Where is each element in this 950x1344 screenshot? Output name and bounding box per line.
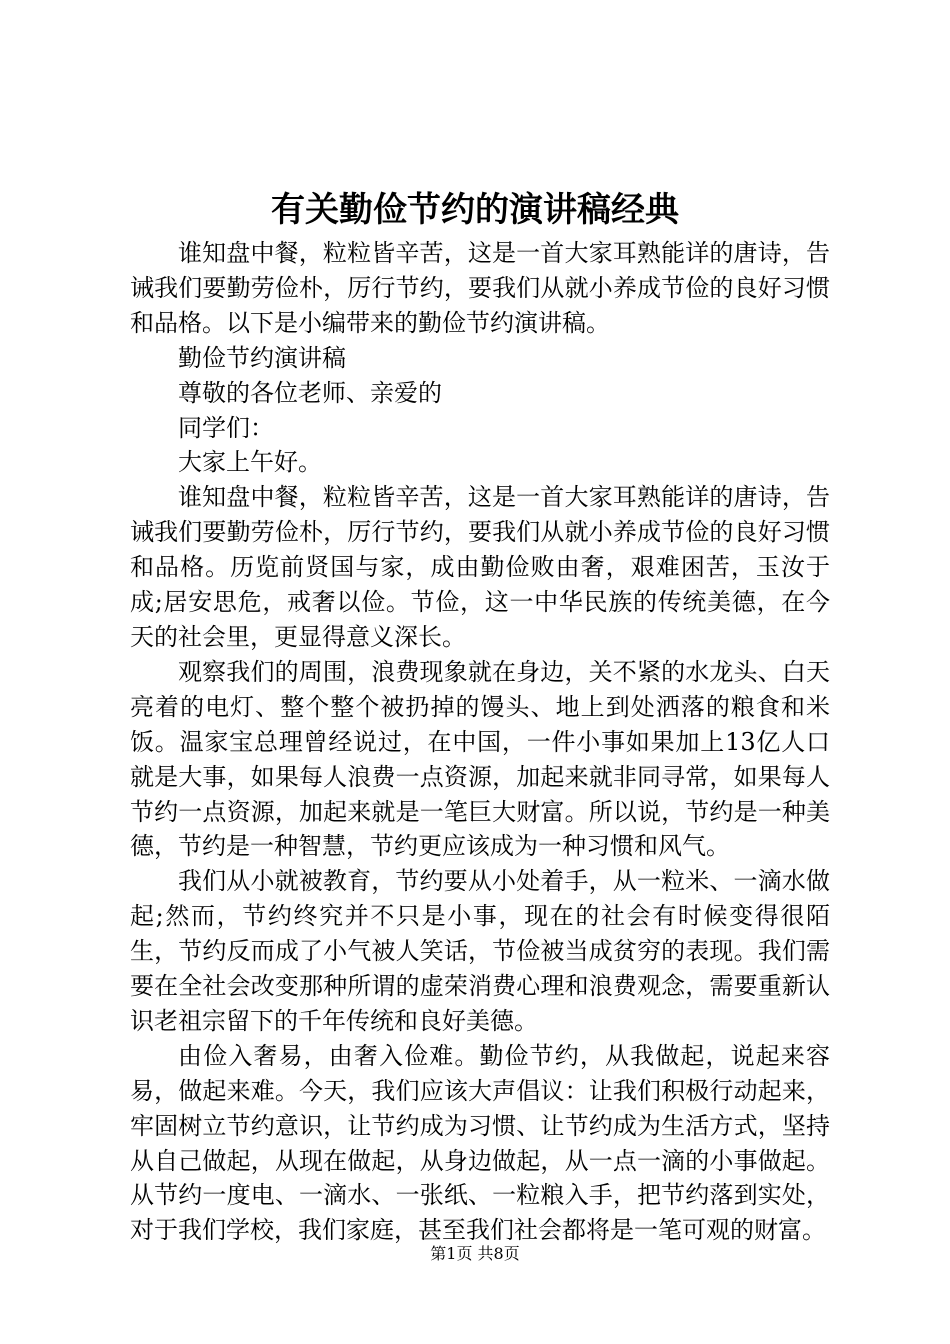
paragraph: 谁知盘中餐，粒粒皆辛苦，这是一首大家耳熟能详的唐诗，告诫我们要勤劳俭朴，厉行节约，要我们从就小养成节俭的良好习惯和品格。历览前贤国与家，成由勤俭败由奢，艰难困苦，玉汝于成;居安思危，戒奢以俭。节俭，这一中华民族的传统美德，在今天的社会里，更显得意义深长。 — [130, 483, 830, 651]
paragraph: 由俭入奢易，由奢入俭难。勤俭节约，从我做起，说起来容易，做起来难。今天，我们应该大声倡议：让我们积极行动起来，牢固树立节约意识，让节约成为习惯、让节约成为生活方式，坚持从自己做起，从现在做起，从身边做起，从一点一滴的小事做起。从节约一度电、一滴水、一张纸、一粒粮入手，把节约落到实处，对于我们学校，我们家庭，甚至我们社会都将是一笔可观的财富。 — [130, 1041, 830, 1245]
page-footer: 第1页 共8页 — [430, 1244, 520, 1263]
paragraph: 谁知盘中餐，粒粒皆辛苦，这是一首大家耳熟能详的唐诗，告诫我们要勤劳俭朴，厉行节约，要我们从就小养成节俭的良好习惯和品格。以下是小编带来的勤俭节约演讲稿。 — [130, 239, 830, 337]
paragraph: 尊敬的各位老师、亲爱的 — [178, 378, 442, 407]
document-title: 有关勤俭节约的演讲稿经典 — [271, 190, 679, 230]
paragraph: 大家上午好。 — [178, 448, 322, 477]
paragraph: 观察我们的周围，浪费现象就在身边，关不紧的水龙头、白天亮着的电灯、整个整个被扔掉的馒头、地上到处洒落的粮食和米饭。温家宝总理曾经说过，在中国，一件小事如果加上13亿人口就是大事，如果每人浪费一点资源，加起来就非同寻常，如果每人节约一点资源，加起来就是一笔巨大财富。所以说，节约是一种美德，节约是一种智慧，节约更应该成为一种习惯和风气。 — [130, 657, 830, 861]
paragraph: 我们从小就被教育，节约要从小处着手，从一粒米、一滴水做起;然而，节约终究并不只是小事，现在的社会有时候变得很陌生，节约反而成了小气被人笑话，节俭被当成贫穷的表现。我们需要在全社会改变那种所谓的虚荣消费心理和浪费观念，需要重新认识老祖宗留下的千年传统和良好美德。 — [130, 867, 830, 1035]
paragraph: 同学们： — [178, 413, 274, 442]
document-body — [130, 236, 830, 1248]
paragraph: 勤俭节约演讲稿 — [178, 343, 346, 372]
